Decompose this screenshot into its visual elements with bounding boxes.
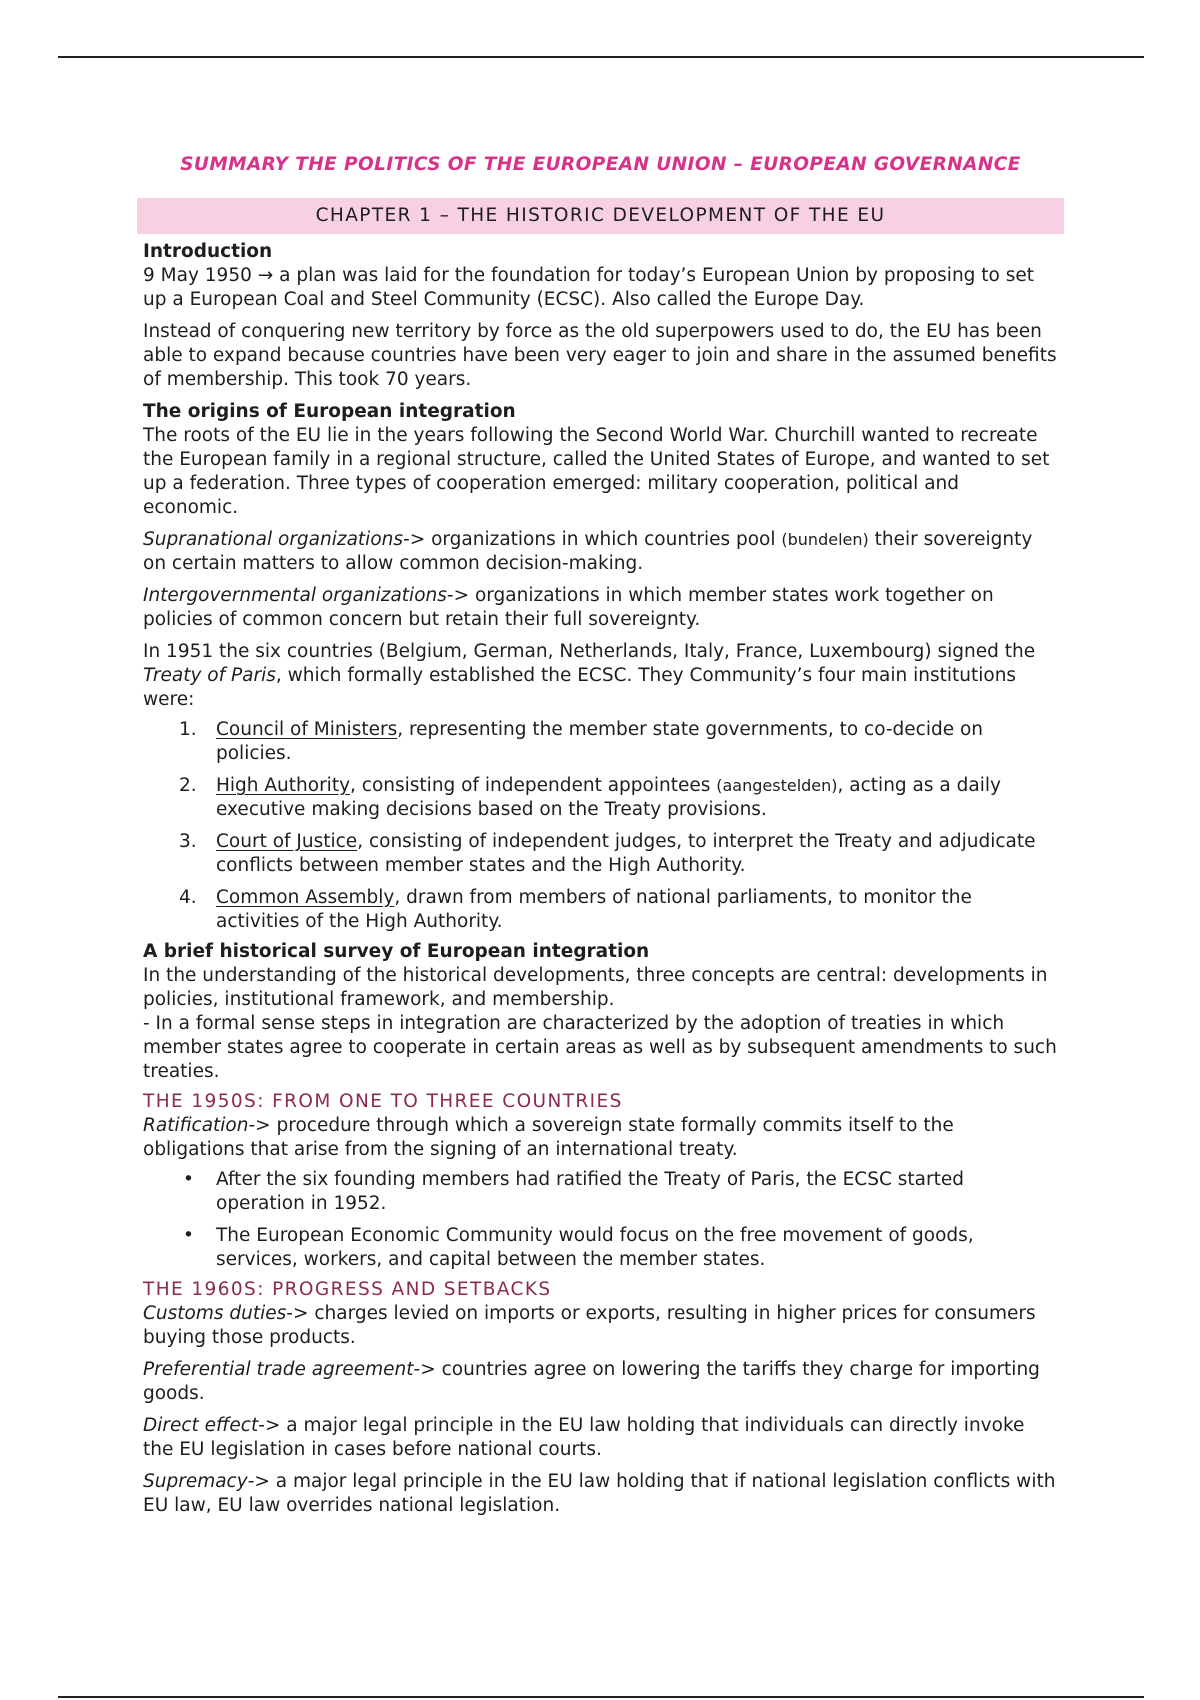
paragraph-text: , which formally established the ECSC. They Community’s four main institutions were: xyxy=(143,665,1017,710)
bullet-list xyxy=(143,1168,1058,1272)
definition-term: Direct effect xyxy=(143,1415,259,1436)
definition-term: Intergovernmental organizations xyxy=(143,585,447,606)
definition-text: -> charges levied on imports or exports, resulting in higher prices for consumers buying those products. xyxy=(143,1303,1036,1348)
definition-term: Preferential trade agreement xyxy=(143,1359,414,1380)
definition-text: -> countries agree on lowering the tariffs they charge for importing goods. xyxy=(143,1359,1040,1404)
institutions-list xyxy=(143,718,1058,934)
paragraph-treaty-of-paris xyxy=(143,640,1058,712)
list-item xyxy=(143,1224,1058,1272)
definition-term: Customs duties xyxy=(143,1303,287,1324)
list-item-text: After the six founding members had ratified the Treaty of Paris, the ECSC started operation in 1952. xyxy=(216,1169,964,1214)
list-item xyxy=(143,718,1058,766)
definition-customs-duties xyxy=(143,1302,1058,1350)
treaty-name: Treaty of Paris xyxy=(143,665,276,686)
paragraph: 9 May 1950 → a plan was laid for the foundation for today’s European Union by proposing to set up a European Coal and Steel Community (ECSC). Also called the Europe Day. xyxy=(143,265,1035,310)
translation-note: (bundelen) xyxy=(781,530,869,549)
definition-text: -> organizations in which member states work together on policies of common concern but retain their full sovereignty. xyxy=(143,585,994,630)
list-number: 4. xyxy=(179,887,197,908)
definition-text: -> organizations in which countries pool xyxy=(403,529,782,550)
institution-name: Court of Justice xyxy=(216,831,358,852)
paragraph: In the understanding of the historical developments, three concepts are central: developments in policies, institutional framework, and membership. xyxy=(143,965,1048,1010)
subsection-heading-1960s: THE 1960S: PROGRESS AND SETBACKS xyxy=(143,1279,552,1300)
list-item xyxy=(143,830,1058,878)
bottom-rule xyxy=(58,1696,1144,1698)
definition-term: Supranational organizations xyxy=(143,529,404,550)
translation-note: (aangestelden) xyxy=(716,776,838,795)
paragraph: - In a formal sense steps in integration are characterized by the adoption of treaties in which member states agree to cooperate in certain areas as well as by subsequent amendments to such treaties. xyxy=(143,1013,1057,1082)
section-heading-origins: The origins of European integration xyxy=(143,401,516,422)
subsection-heading-1950s: THE 1950S: FROM ONE TO THREE COUNTRIES xyxy=(143,1091,623,1112)
document-body xyxy=(143,152,1058,1526)
list-number: 3. xyxy=(179,831,197,852)
list-item-text: , acting as a daily executive making decisions based on the Treaty provisions. xyxy=(216,775,1001,820)
list-item xyxy=(143,1168,1058,1216)
definition-term: Supremacy xyxy=(143,1471,248,1492)
list-item-text: , drawn from members of national parliaments, to monitor the activities of the High Authority. xyxy=(216,887,972,932)
chapter-heading: CHAPTER 1 – THE HISTORIC DEVELOPMENT OF THE EU xyxy=(137,198,1064,234)
institution-name: Council of Ministers xyxy=(216,719,398,740)
list-number: 1. xyxy=(179,719,197,740)
list-item xyxy=(143,886,1058,934)
definition-direct-effect xyxy=(143,1414,1058,1462)
list-item xyxy=(143,774,1058,822)
document-title: SUMMARY THE POLITICS OF THE EUROPEAN UNION – EUROPEAN GOVERNANCE xyxy=(180,154,1021,175)
institution-name: Common Assembly xyxy=(216,887,395,908)
definition-supranational xyxy=(143,528,1058,576)
bullet-icon: • xyxy=(183,1169,194,1190)
definition-supremacy xyxy=(143,1470,1058,1518)
definition-text: -> procedure through which a sovereign state formally commits itself to the obligations that arise from the signing of an international treaty. xyxy=(143,1115,954,1160)
list-item-text: , consisting of independent judges, to interpret the Treaty and adjudicate conflicts between member states and the High Authority. xyxy=(216,831,1036,876)
list-item-text: The European Economic Community would focus on the free movement of goods, services, workers, and capital between the member states. xyxy=(216,1225,974,1270)
definition-ratification xyxy=(143,1114,1058,1162)
definition-preferential-trade xyxy=(143,1358,1058,1406)
section-heading-introduction: Introduction xyxy=(143,241,273,262)
paragraph-text: In 1951 the six countries (Belgium, German, Netherlands, Italy, France, Luxembourg) signed the xyxy=(143,641,1036,662)
bullet-icon: • xyxy=(183,1225,194,1246)
definition-text: -> a major legal principle in the EU law holding that individuals can directly invoke the EU legislation in cases before national courts. xyxy=(143,1415,1025,1460)
definition-intergovernmental xyxy=(143,584,1058,632)
top-rule xyxy=(58,56,1144,58)
section-heading-survey: A brief historical survey of European integration xyxy=(143,941,650,962)
list-number: 2. xyxy=(179,775,197,796)
definition-text: their sovereignty on certain matters to allow common decision-making. xyxy=(143,529,1033,574)
list-item-text: , consisting of independent appointees xyxy=(350,775,717,796)
definition-term: Ratification xyxy=(143,1115,249,1136)
list-item-text: , representing the member state governments, to co-decide on policies. xyxy=(216,719,984,764)
institution-name: High Authority xyxy=(216,775,351,796)
definition-text: -> a major legal principle in the EU law holding that if national legislation conflicts with EU law, EU law overrides national legislation. xyxy=(143,1471,1056,1516)
paragraph: Instead of conquering new territory by force as the old superpowers used to do, the EU has been able to expand because countries have been very eager to join and share in the assumed benefits of membership. This took 70 years. xyxy=(143,321,1057,390)
paragraph: The roots of the EU lie in the years following the Second World War. Churchill wanted to recreate the European family in a regional structure, called the United States of Europe, and wanted to set up a federation. Three types of cooperation emerged: military cooperation, political and economic. xyxy=(143,425,1050,518)
